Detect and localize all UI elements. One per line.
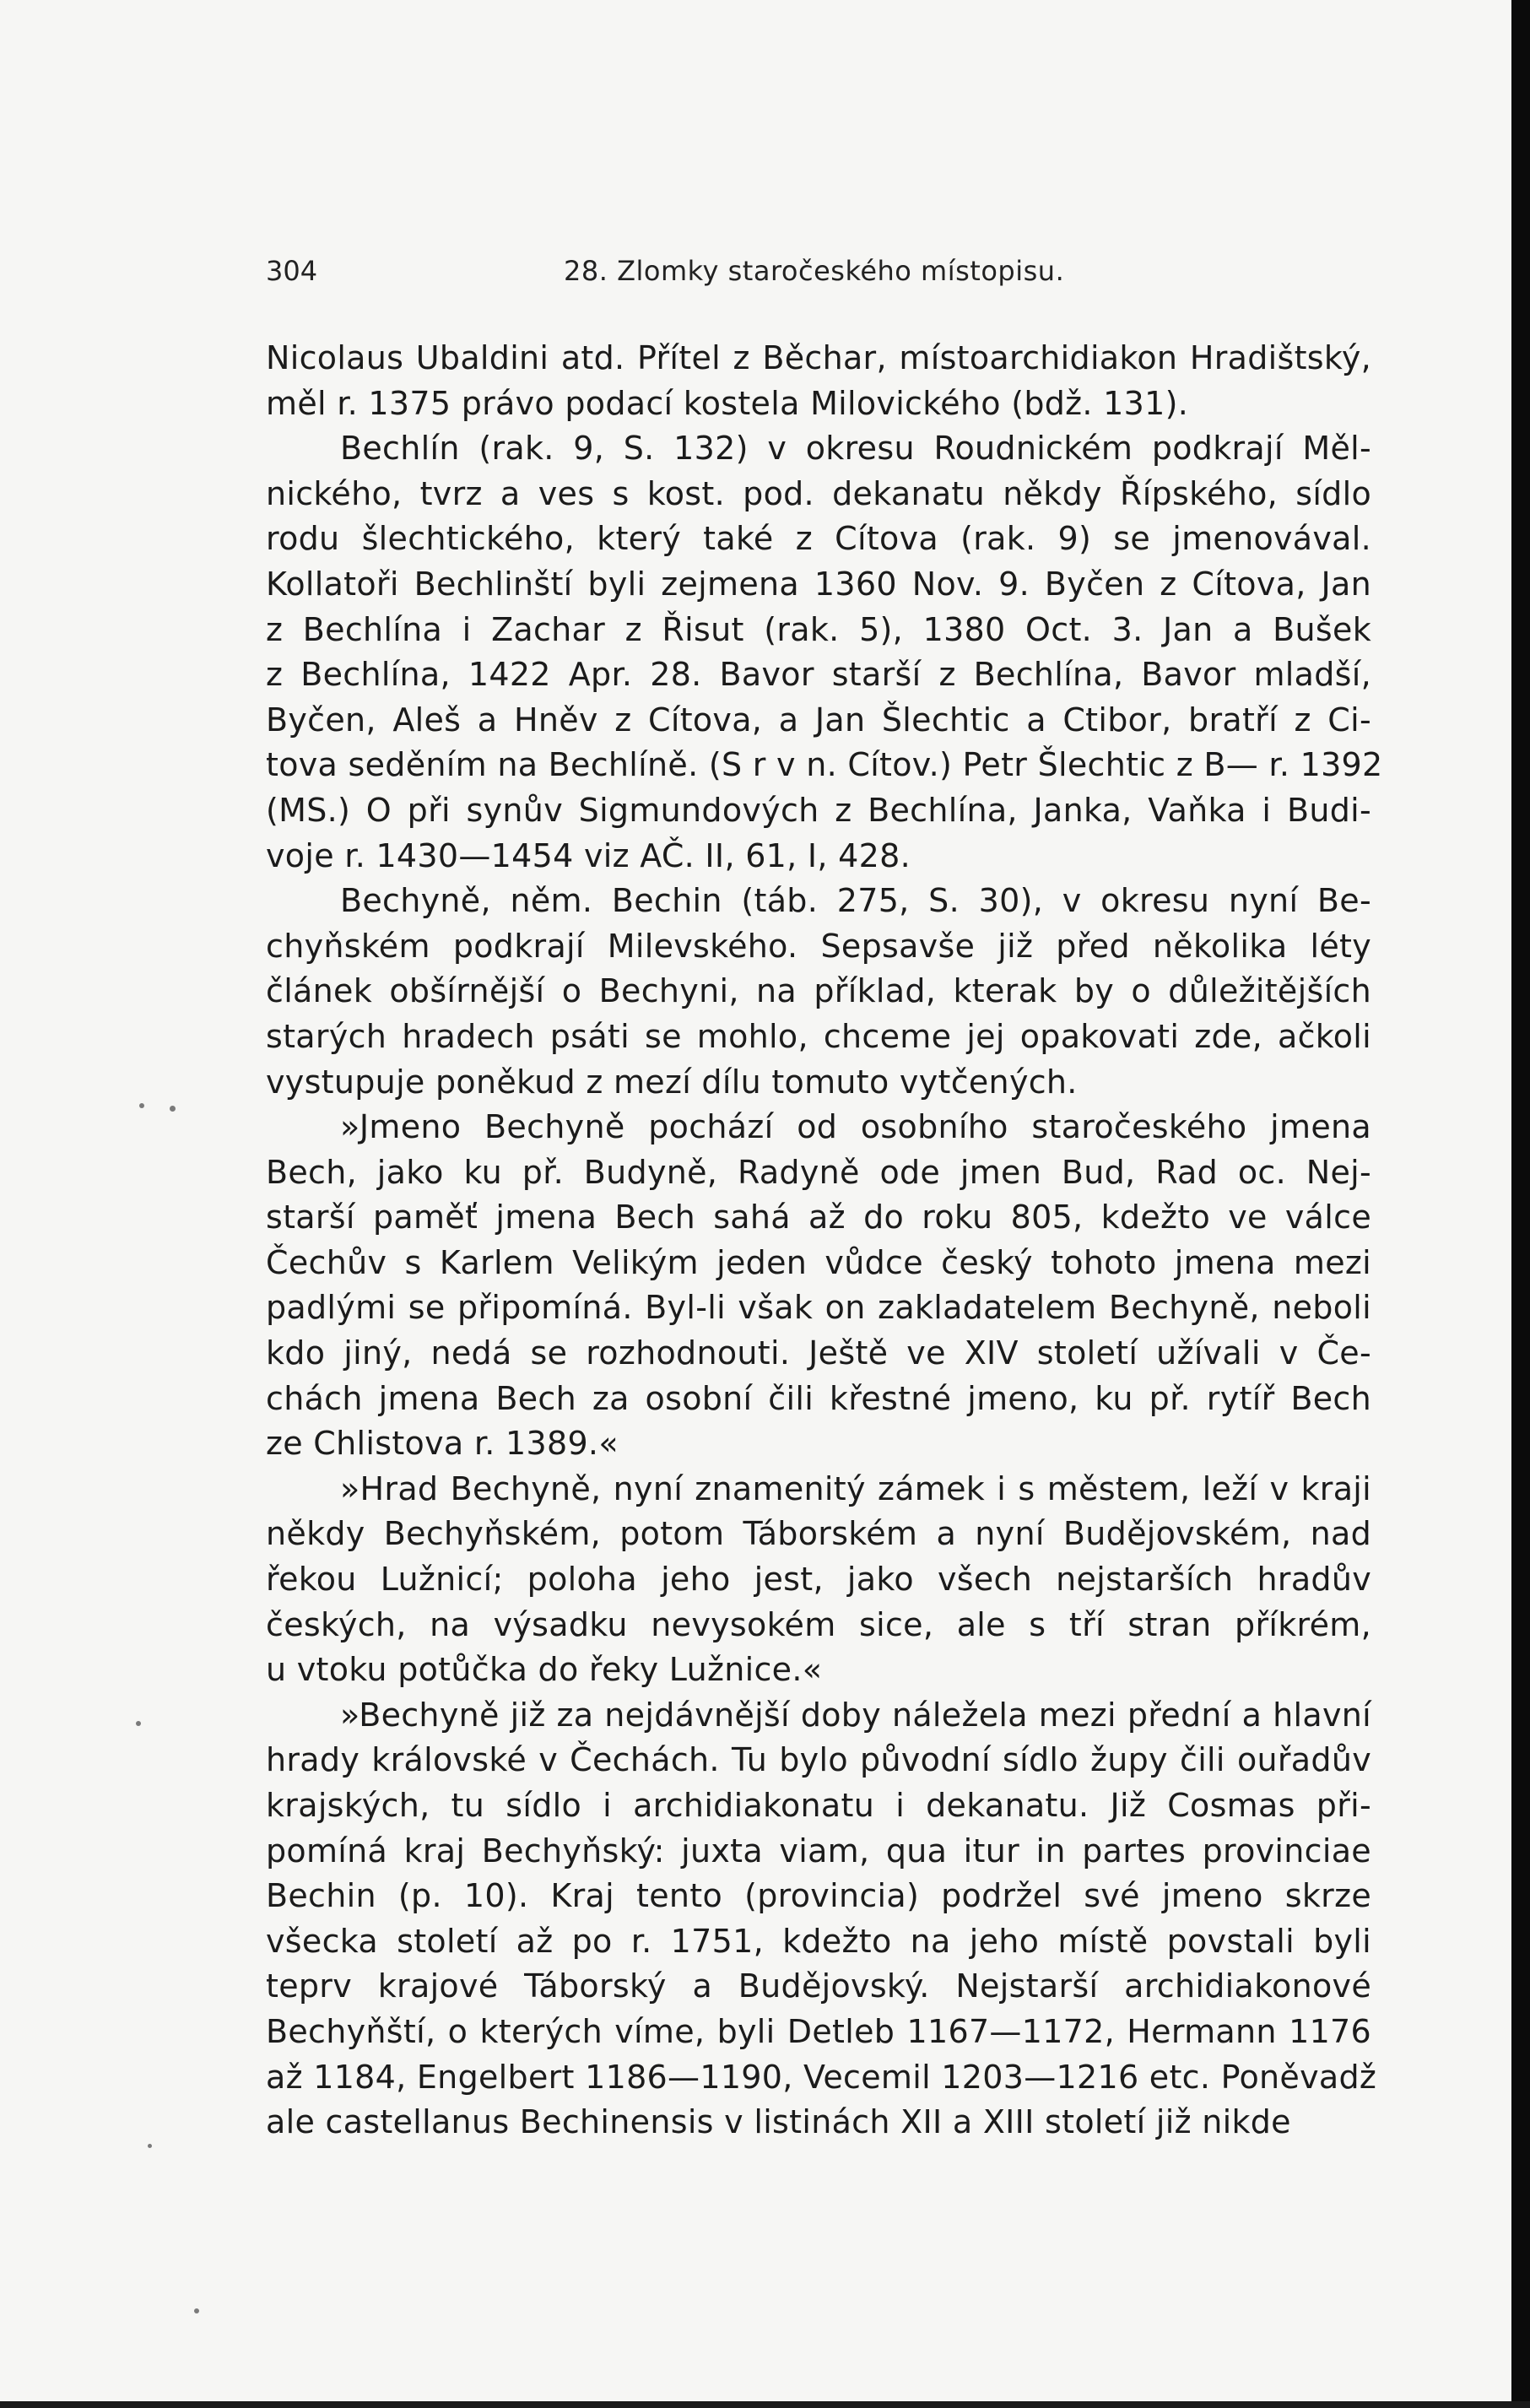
scan-border-bottom <box>0 2401 1530 2408</box>
text-line: měl r. 1375 právo podací kostela Milovického (bdž. 131). <box>266 384 1189 422</box>
book-page <box>266 245 1383 2146</box>
text-line: českých, na výsadku nevysokém sice, ale s tří stran příkrém, <box>266 1605 1371 1643</box>
text-line: článek obšírnější o Bechyni, na příklad, kterak by o důležitějších <box>266 972 1371 1010</box>
text-line: Byčen, Aleš a Hněv z Cítova, a Jan Šlechtic a Ctibor, bratří z Ci- <box>266 701 1371 739</box>
text-line: Kollatoři Bechlinští byli zejmena 1360 Nov. 9. Byčen z Cítova, Jan <box>266 565 1371 603</box>
text-line: všecka století až po r. 1751, kdežto na jeho místě povstali byli <box>266 1922 1371 1960</box>
page-number: 304 <box>266 255 318 287</box>
text-line: krajských, tu sídlo i archidiakonatu i dekanatu. Již Cosmas při- <box>266 1787 1371 1824</box>
text-line: (MS.) O při synův Sigmundových z Bechlína, Janka, Vaňka i Budi- <box>266 791 1371 829</box>
text-line: tova seděním na Bechlíně. (S r v n. Cítov.) Petr Šlechtic z B— r. 1392 <box>266 746 1383 784</box>
text-line: vystupuje poněkud z mezí dílu tomuto vytčených. <box>266 1063 1078 1101</box>
text-line: z Bechlína, 1422 Apr. 28. Bavor starší z Bechlína, Bavor mladší, <box>266 656 1371 694</box>
scan-speck <box>136 1721 141 1726</box>
paragraph <box>266 879 1371 1105</box>
paragraph <box>266 336 1371 426</box>
text-line: Bechyňští, o kterých víme, byli Detleb 1167—1172, Hermann 1176 <box>266 2012 1371 2050</box>
text-line: nického, tvrz a ves s kost. pod. dekanatu někdy Řípského, sídlo <box>266 474 1371 512</box>
text-line: »Hrad Bechyně, nyní znamenitý zámek i s městem, leží v kraji <box>340 1469 1371 1507</box>
running-head <box>266 245 1371 295</box>
text-line: chyňském podkrají Milevského. Sepsavše již před několika léty <box>266 927 1371 965</box>
text-line: ale castellanus Bechinensis v listinách XII a XIII století již nikde <box>266 2103 1291 2141</box>
paragraph <box>266 426 1383 879</box>
text-line: teprv krajové Táborský a Budějovský. Nejstarší archidiakonové <box>266 1967 1371 2005</box>
text-line: »Bechyně již za nejdávnější doby náležela mezi přední a hlavní <box>340 1696 1371 1734</box>
text-line: pomíná kraj Bechyňský: juxta viam, qua itur in partes provinciae <box>266 1832 1371 1870</box>
scan-speck <box>170 1106 176 1112</box>
text-line: u vtoku potůčka do řeky Lužnice.« <box>266 1651 823 1689</box>
text-line: z Bechlína i Zachar z Řisut (rak. 5), 1380 Oct. 3. Jan a Bušek <box>266 610 1371 648</box>
text-line: kdo jiný, nedá se rozhodnouti. Ještě ve XIV století užívali v Če- <box>266 1334 1371 1372</box>
text-line: Nicolaus Ubaldini atd. Přítel z Běchar, místoarchidiakon Hradištský, <box>266 339 1371 376</box>
text-line: Čechův s Karlem Velikým jeden vůdce český tohoto jmena mezi <box>266 1243 1371 1281</box>
text-line: Bechin (p. 10). Kraj tento (provincia) podržel své jmeno skrze <box>266 1877 1371 1915</box>
scan-border-right <box>1511 0 1530 2408</box>
text-line: Bechyně, něm. Bechin (táb. 275, S. 30), v okresu nyní Be- <box>340 882 1371 920</box>
scan-speck <box>148 2144 152 2148</box>
body-text <box>266 336 1383 2146</box>
scan-speck <box>194 2308 199 2313</box>
text-line: Bechlín (rak. 9, S. 132) v okresu Roudnickém podkrají Měl- <box>340 430 1371 468</box>
text-line: chách jmena Bech za osobní čili křestné jmeno, ku př. rytíř Bech <box>266 1379 1371 1417</box>
text-line: až 1184, Engelbert 1186—1190, Vecemil 1203—1216 etc. Poněvadž <box>266 2058 1377 2096</box>
text-line: ze Chlistova r. 1389.« <box>266 1425 619 1463</box>
text-line: Bech, jako ku př. Budyně, Radyně ode jmen Bud, Rad oc. Nej- <box>266 1153 1371 1191</box>
text-line: starší paměť jmena Bech sahá až do roku 805, kdežto ve válce <box>266 1199 1371 1236</box>
paragraph <box>266 1693 1377 2146</box>
text-line: padlými se připomíná. Byl-li však on zakladatelem Bechyně, neboli <box>266 1289 1371 1327</box>
paragraph <box>266 1467 1371 1693</box>
running-title: 28. Zlomky staročeského místopisu. <box>564 255 1065 287</box>
text-line: voje r. 1430—1454 viz AČ. II, 61, I, 428. <box>266 836 911 874</box>
paragraph <box>266 1105 1371 1467</box>
text-line: »Jmeno Bechyně pochází od osobního staročeského jmena <box>340 1108 1371 1146</box>
scan-speck <box>139 1103 144 1108</box>
text-line: řekou Lužnicí; poloha jeho jest, jako všech nejstarších hradův <box>266 1561 1371 1599</box>
text-line: starých hradech psáti se mohlo, chceme jej opakovati zde, ačkoli <box>266 1017 1371 1055</box>
text-line: hrady královské v Čechách. Tu bylo původní sídlo župy čili ouřadův <box>266 1741 1371 1779</box>
text-line: rodu šlechtického, který také z Cítova (rak. 9) se jmenovával. <box>266 520 1371 558</box>
text-line: někdy Bechyňském, potom Táborském a nyní Budějovském, nad <box>266 1515 1371 1553</box>
